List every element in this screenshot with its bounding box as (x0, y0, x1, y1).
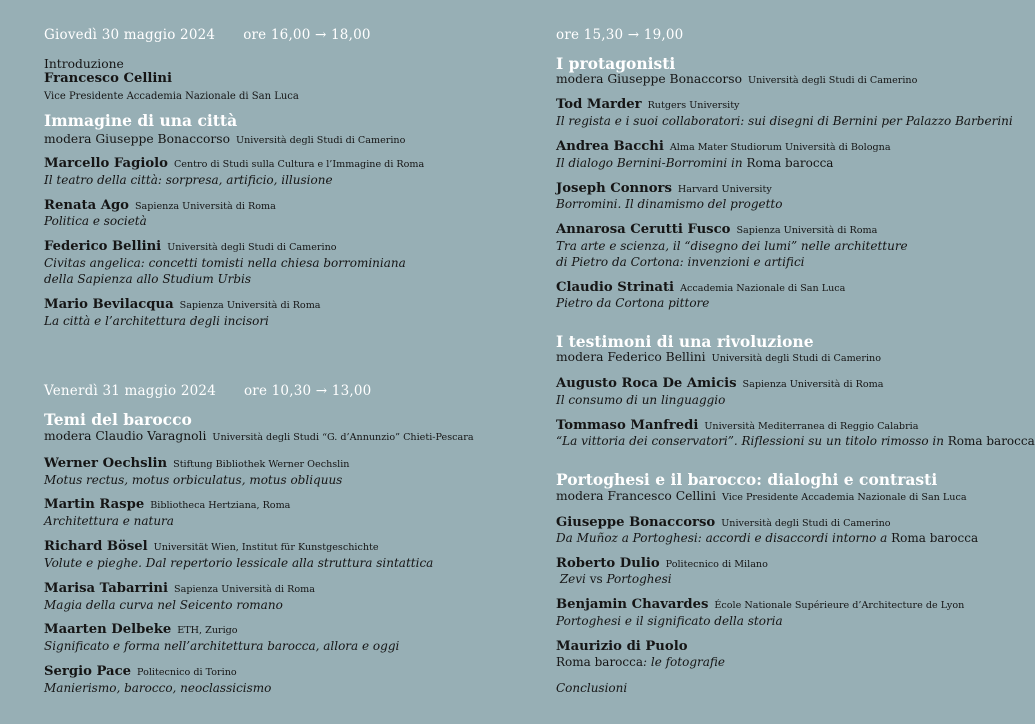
talk-speaker: Mario Bevilacqua Sapienza Università di Roma (44, 297, 321, 312)
talk-title: Architettura e natura (44, 514, 174, 528)
talk-title: Il dialogo Bernini-Borromini in Roma barocca (556, 156, 834, 170)
talk-title: Il consumo di un linguaggio (556, 393, 726, 407)
day2-time: ore 10,30 → 13,00 (243, 383, 372, 399)
talk-speaker: Marisa Tabarrini Sapienza Università di Roma (44, 581, 315, 596)
talk-speaker: Federico Bellini Università degli Studi di Camerino (44, 239, 337, 254)
talk-title: Civitas angelica: concetti tomisti nella chiesa borrominiana (44, 256, 406, 270)
session1-title: Immagine di una città (44, 111, 238, 130)
talk-title: Manierismo, barocco, neoclassicismo (44, 681, 272, 695)
talk-title: Il regista e i suoi collaboratori: sui disegni di Bernini per Palazzo Barberini (556, 114, 1013, 128)
intro-speaker: Francesco Cellini (44, 71, 172, 86)
session2-title: I protagonisti (556, 54, 676, 73)
talk-title: Volute e pieghe. Dal repertorio lessicale alla struttura sintattica (44, 556, 434, 570)
talk-title: Borromini. Il dinamismo del progetto (556, 197, 783, 211)
talk-title: Politica e società (44, 214, 147, 228)
day2-session-title: Temi del barocco (44, 410, 192, 429)
left-column (44, 0, 514, 724)
talk-title: Il teatro della città: sorpresa, artificio, illusione (44, 173, 333, 187)
talk-title: Portoghesi e il significato della storia (556, 614, 783, 628)
talk-speaker: Claudio Strinati Accademia Nazionale di San Luca (556, 280, 846, 295)
session3-title: I testimoni di una rivoluzione (556, 332, 814, 351)
talk-title: Pietro da Cortona pittore (556, 296, 710, 310)
day1-date: Giovedì 30 maggio 2024 (44, 27, 216, 43)
talk-speaker: Joseph Connors Harvard University (556, 181, 772, 196)
talk-speaker: Renata Ago Sapienza Università di Roma (44, 198, 276, 213)
talk-title: “La vittoria dei conservatori”. Riflessioni su un titolo rimosso in Roma barocca (556, 434, 1035, 448)
talk-speaker: Maarten Delbeke ETH, Zurigo (44, 622, 238, 637)
day1-header (44, 27, 371, 43)
session1-moderator: modera Giuseppe Bonaccorso Università degli Studi di Camerino (44, 132, 406, 146)
intro-affiliation: Vice Presidente Accademia Nazionale di San Luca (44, 91, 299, 102)
day2-moderator: modera Claudio Varagnoli Università degli Studi “G. d’Annunzio” Chieti-Pescara (44, 429, 474, 443)
talk-speaker: Martin Raspe Bibliotheca Hertziana, Roma (44, 497, 291, 512)
talk-speaker: Werner Oechslin Stiftung Bibliothek Werner Oechslin (44, 456, 350, 471)
talk-title: Zevi vs Portoghesi (559, 572, 672, 586)
talk-speaker: Giuseppe Bonaccorso Università degli Studi di Camerino (556, 515, 891, 530)
session4-title: Portoghesi e il barocco: dialoghi e contrasti (556, 470, 938, 489)
talk-speaker: Richard Bösel Universität Wien, Institut für Kunstgeschichte (44, 539, 379, 554)
talk-speaker: Benjamin Chavardes École Nationale Supérieure d’Architecture de Lyon (556, 597, 965, 612)
talk-title-line2: di Pietro da Cortona: invenzioni e artifici (556, 255, 805, 269)
session3-moderator: modera Federico Bellini Università degli Studi di Camerino (556, 350, 881, 364)
talk-title: La città e l’architettura degli incisori (44, 314, 269, 328)
talk-speaker: Marcello Fagiolo Centro di Studi sulla Cultura e l’Immagine di Roma (44, 156, 425, 171)
talk-title: Significato e forma nell’architettura barocca, allora e oggi (44, 639, 400, 653)
day2-date: Venerdì 31 maggio 2024 (44, 383, 216, 399)
session4-moderator: modera Francesco Cellini Vice Presidente Accademia Nazionale di San Luca (556, 489, 967, 503)
afternoon-time: ore 15,30 → 19,00 (556, 27, 684, 43)
intro-label: Introduzione (44, 57, 124, 71)
talk-speaker: Sergio Pace Politecnico di Torino (44, 664, 237, 679)
talk-speaker: Andrea Bacchi Alma Mater Studiorum Università di Bologna (556, 139, 891, 154)
day1-time: ore 16,00 → 18,00 (243, 27, 371, 43)
day2-header (44, 383, 371, 399)
talk-title: Magia della curva nel Seicento romano (44, 598, 283, 612)
talk-speaker: Tommaso Manfredi Università Mediterranea di Reggio Calabria (556, 418, 919, 433)
talk-speaker: Maurizio di Puolo (556, 639, 688, 654)
talk-title: Da Muñoz a Portoghesi: accordi e disaccordi intorno a Roma barocca (556, 531, 979, 545)
talk-title: Motus rectus, motus orbiculatus, motus obliquus (44, 473, 343, 487)
conclusion: Conclusioni (556, 681, 628, 695)
talk-speaker: Annarosa Cerutti Fusco Sapienza Università di Roma (556, 222, 878, 237)
talk-speaker: Tod Marder Rutgers University (556, 97, 740, 112)
talk-speaker: Augusto Roca De Amicis Sapienza Università di Roma (556, 376, 884, 391)
talk-speaker: Roberto Dulio Politecnico di Milano (556, 556, 768, 571)
talk-title: Tra arte e scienza, il “disegno dei lumi” nelle architetture (556, 239, 908, 253)
right-column (556, 0, 1035, 724)
talk-title: Roma barocca: le fotografie (556, 655, 726, 669)
talk-title-line2: della Sapienza allo Studium Urbis (44, 272, 252, 286)
session2-moderator: modera Giuseppe Bonaccorso Università degli Studi di Camerino (556, 72, 918, 86)
